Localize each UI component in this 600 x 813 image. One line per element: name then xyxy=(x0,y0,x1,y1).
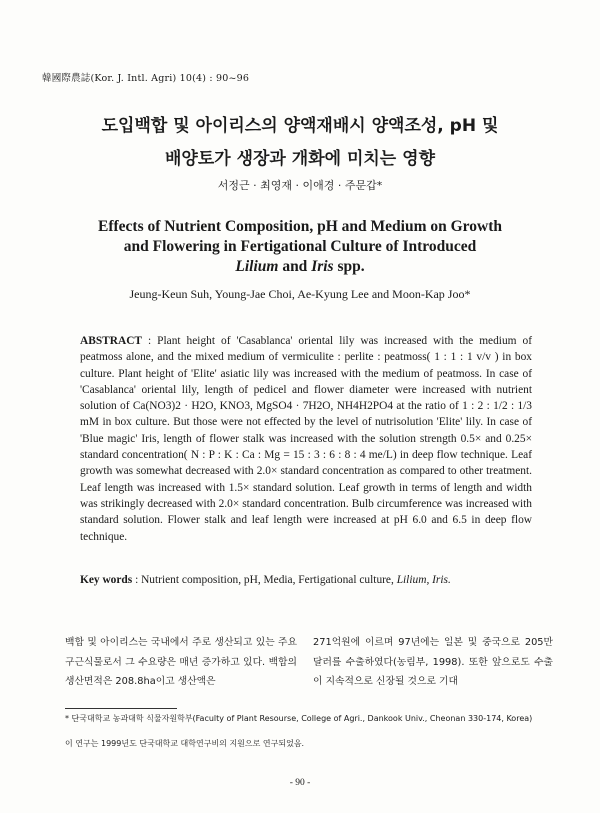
keywords-italic: Lilium, Iris. xyxy=(396,574,451,586)
abstract-label: ABSTRACT xyxy=(80,335,143,347)
keywords-label: Key words xyxy=(80,574,133,586)
english-title-line3 xyxy=(0,258,600,276)
page-number: - 90 - xyxy=(289,778,311,788)
english-title-line2: and Flowering in Fertigational Culture of Introduced xyxy=(123,238,477,255)
korean-title-line1: 도입백합 및 아이리스의 양액재배시 양액조성, pH 및 xyxy=(101,116,499,136)
title-genus-iris: Iris xyxy=(311,258,334,275)
keywords xyxy=(80,574,540,586)
journal-citation: 韓國際農誌(Kor. J. Intl. Agri) 10(4) : 90~96 xyxy=(42,73,250,84)
title-genus-lilium: Lilium xyxy=(235,258,279,275)
body-column-right: 271억원에 이르며 97년에는 일본 및 중국으로 205만 달러를 수출하였다(농림부, 1998). 또한 앞으로도 수출이 지속적으로 신장될 것으로 기대 xyxy=(313,637,553,687)
korean-authors: 서정근 · 최영재 · 이애경 · 주문갑* xyxy=(217,179,383,192)
footnote-funding: 이 연구는 1999년도 단국대학교 대학연구비의 지원으로 연구되었음. xyxy=(65,739,305,748)
korean-title-line2: 배양토가 생장과 개화에 미치는 영향 xyxy=(164,149,435,169)
english-authors: Jeung-Keun Suh, Young-Jae Choi, Ae-Kyung Lee and Moon-Kap Joo* xyxy=(129,287,471,301)
title-and: and xyxy=(278,258,312,275)
abstract-text: : Plant height of 'Casablanca' oriental lily was increased with the medium of peatmoss alone, and the mixed medium of vermiculite : perlite : peatmoss( 1 : 1 : 1 v/v ) in box culture. Plant height of 'Elite' asiatic lily was increased with the medium of peatmoss. In case of 'Casablanca' oriental lily, length of pedicel and flower diameter were increased with nutrient solution of Ca(NO3)2 · H2O, KNO3, MgSO4 · 7H2O, NH4H2PO4 at the ratio of 1 : 2 : 1/2 : 1/3 mM in box culture. But those were not effected by the level of nutrisolution 'Elite' lily. In case of 'Blue magic' Iris, length of flower stalk was increased with the solution strength 0.5× and 0.25× standard concentration( N : P : K : Ca : Mg = 15 : 3 : 6 : 8 : 4 me/L) in deep flow technique. Leaf growth was somewhat decreased with 2.0× standard concentration as compared to other treatment. Leaf length was increased with 1.5× standard solution. Leaf growth in terms of length and width was strikingly decreased with 2.0× standard concentration. Bulb circumference was increased with standard solution. Flower stalk and leaf length were increased at pH 6.0 and 6.5 in deep flow technique. xyxy=(80,335,532,543)
footnote-divider xyxy=(65,708,177,709)
english-title-line1: Effects of Nutrient Composition, pH and Medium on Growth xyxy=(97,218,502,235)
body-column-left: 백합 및 아이리스는 국내에서 주로 생산되고 있는 주요 구근식물로서 그 수요량은 매년 증가하고 있다. 백합의 생산면적은 208.8ha이고 생산액은 xyxy=(65,637,297,687)
abstract xyxy=(80,333,532,545)
title-spp: spp. xyxy=(333,258,365,275)
footnote-affiliation: * 단국대학교 농과대학 식물자원학부(Faculty of Plant Resourse, College of Agri., Dankook Univ., Cheonan 330-174, Korea) xyxy=(65,714,533,723)
keywords-text: : Nutrient composition, pH, Media, Fertigational culture, xyxy=(132,574,397,586)
